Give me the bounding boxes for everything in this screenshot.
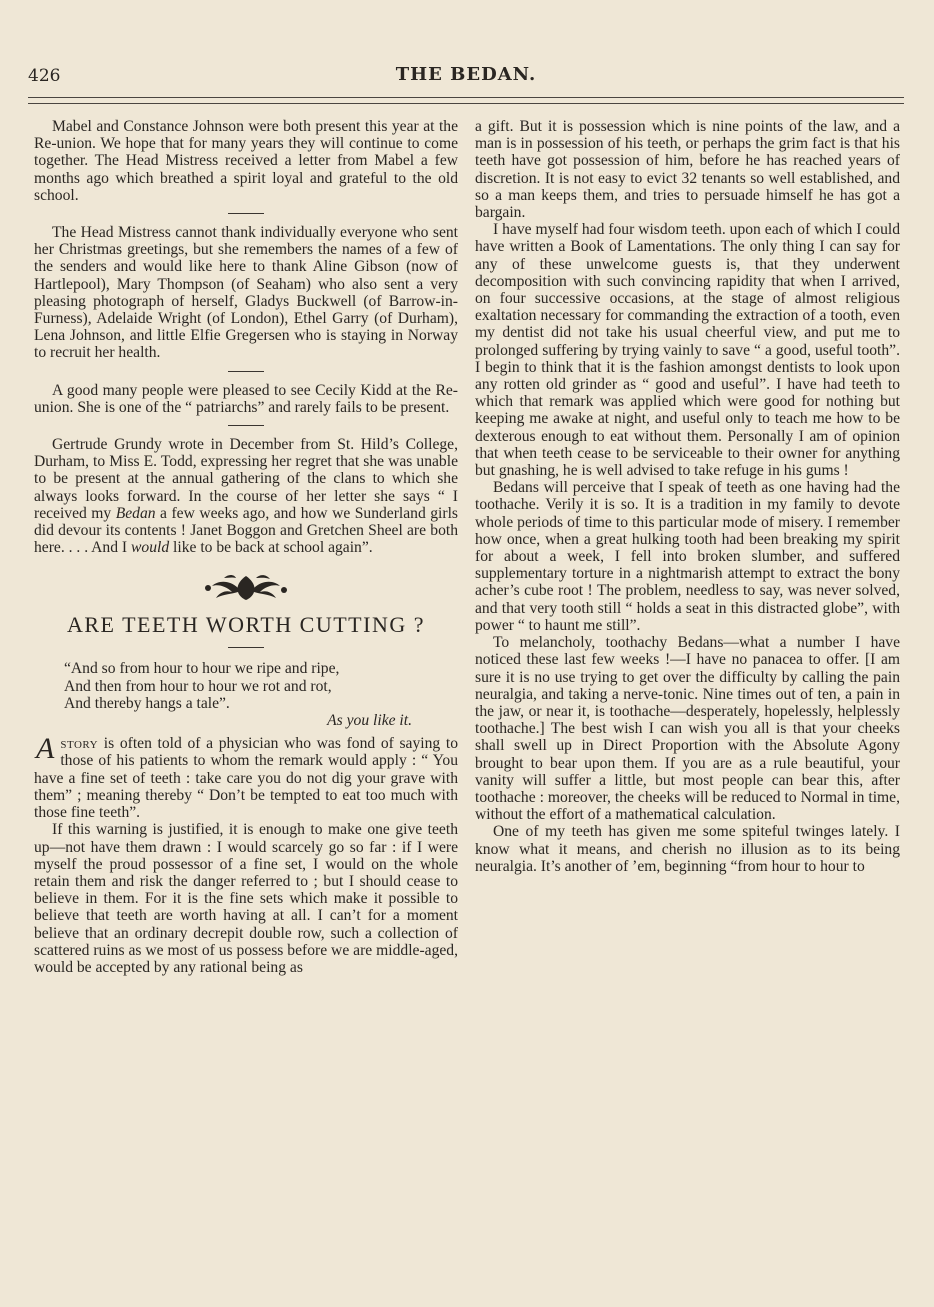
paragraph: Gertrude Grundy wrote in December from St. Hild’s College, Durham, to Miss E. Todd, expressing her regret that she was unable to be present at the annual gathering of the clans to which she always looks forward. In the course of her letter she says “ I received my Bedan a few weeks ago, and how we Sunderland girls did devour its contents ! Janet Boggon and Gretchen Sheel are both here. . . . And I would like to be back at school again”. (34, 436, 458, 557)
left-column (34, 118, 458, 976)
page-header (28, 62, 904, 92)
paragraph: Bedans will perceive that I speak of teeth as one having had the toothache. Verily it is so. It is a tradition in my family to devote whole periods of time to this particular mode of misery. I remember how once, when a great hulking tooth had been breaking my spirit for about a week, I fell into broken slumber, and suffered supplementary torture in a nightmarish attempt to extract the bony acher’s cube root ! The problem, needless to say, was never solved, and that very tooth still “ holds a seat in this distracted globe”, with power “ to haunt me still”. (475, 479, 900, 634)
separator-rule (228, 425, 264, 426)
paragraph: To melancholy, toothachy Bedans—what a number I have noticed these last few weeks !—I have no panacea to offer. [I am sure it is no use trying to get over the difficulty by calling the pain neuralgia, and taking a nerve-tonic. Nine times out of ten, a pain in the jaw, or near it, is toothache—desperately, hopelessly, helplessly toothache.] The best wish I can wish you all is that your cheeks shall swell up in Direct Proportion with the Absolute Agony brought to bear upon them. If you are as a rule beautiful, your vanity will suffer a little, but most people can bear this, after toothache : moreover, the cheeks will be reduced to Normal in time, without the effort of a mathematical calculation. (475, 634, 900, 824)
running-title: THE BEDAN. (395, 64, 537, 85)
paragraph: a gift. But it is possession which is nine points of the law, and a man is in possession of his teeth, or perhaps the grim fact is that his teeth have got possession of him, before he has reached years of discretion. It is not easy to evict 32 tenants so well established, and so a man keeps them, and tries to persuade himself he has got a bargain. (475, 118, 900, 222)
paragraph: If this warning is justified, it is enough to make one give teeth up—not have them drawn : I would scarcely go so far : if I were myself the proud possessor of a fine set, I would on the whole retain them and risk the danger referred to ; but I should cease to believe in them. For it is the fine sets which make it possible to believe that teeth are worth having at all. I can’t for a moment believe that an ordinary decrepit double row, such a collection of scattered ruins as we most of us possess before we are middle-aged, would be accepted by any rational being as (34, 821, 458, 976)
epigraph-line: And then from hour to hour we rot and rot, (64, 677, 332, 695)
paragraph: A good many people were pleased to see Cecily Kidd at the Re-union. She is one of the “ patriarchs” and rarely fails to be present. (34, 381, 458, 416)
header-rule (28, 97, 904, 104)
separator-rule (228, 647, 264, 648)
epigraph (64, 660, 458, 712)
drop-cap: A (36, 732, 55, 766)
floral-ornament-icon (204, 570, 288, 606)
epigraph-line: And thereby hangs a tale”. (64, 694, 230, 712)
paragraph: Astory is often told of a physician who was fond of saying to those of his patients to whom the remark would apply : “ You have a fine set of teeth : take care you do not dig your grave with them” ; meaning thereby “ Don’t be tempted to eat too much with those fine teeth”. (34, 732, 458, 822)
separator-rule (228, 213, 264, 214)
epigraph-attribution: As you like it. (327, 712, 412, 730)
page-number: 426 (28, 66, 61, 86)
paragraph: The Head Mistress cannot thank individually everyone who sent her Christmas greetings, but she remembers the names of a few of the senders and would like here to thank Aline Gibson (now of Hartlepool), Mary Thompson (of Seaham) who also sent a very pleasing photograph of herself, Gladys Buckwell (of Barrow-in-Furness), Adelaide Wright (of London), Ethel Garry (of Durham), Lena Johnson, and little Elfie Gregersen who is staying in Norway to recruit her health. (34, 224, 458, 362)
paragraph: I have myself had four wisdom teeth. upon each of which I could have written a Book of Lamentations. The only thing I can say for any of these unwelcome guests is, that they underwent decomposition with such convincing rapidity that when I arrived, on four successive occasions, at the stage of almost religious exaltation necessary for commanding the extraction of a tooth, even my dentist did not take his usual cheerful view, and put me to prolonged suffering by trying vainly to save “ a good, useful tooth”. I begin to think that it is the fashion amongst dentists to look upon any rotten old grinder as “ good and useful”. I have had teeth to which that remark was applied which were good for nothing but keeping me awake at night, and useful only to teach me how to be dexterous enough to eat without them. Personally I am of opinion that when teeth cease to be serviceable to their owner for anything but gnashing, he is well advised to take refuge in his gums ! (475, 221, 900, 480)
paragraph: Mabel and Constance Johnson were both present this year at the Re-union. We hope that for many years they will continue to come together. The Head Mistress received a letter from Mabel a few months ago which breathed a spirit loyal and grateful to the old school. (34, 118, 458, 204)
epigraph-line: “And so from hour to hour we ripe and ripe, (64, 660, 340, 678)
article-title: ARE TEETH WORTH CUTTING ? (67, 612, 425, 638)
right-column (475, 118, 900, 875)
separator-rule (228, 371, 264, 372)
paragraph: One of my teeth has given me some spiteful twinges lately. I know what it means, and cherish no illusion as to its being neuralgia. It’s another of ’em, beginning “from hour to hour to (475, 823, 900, 875)
